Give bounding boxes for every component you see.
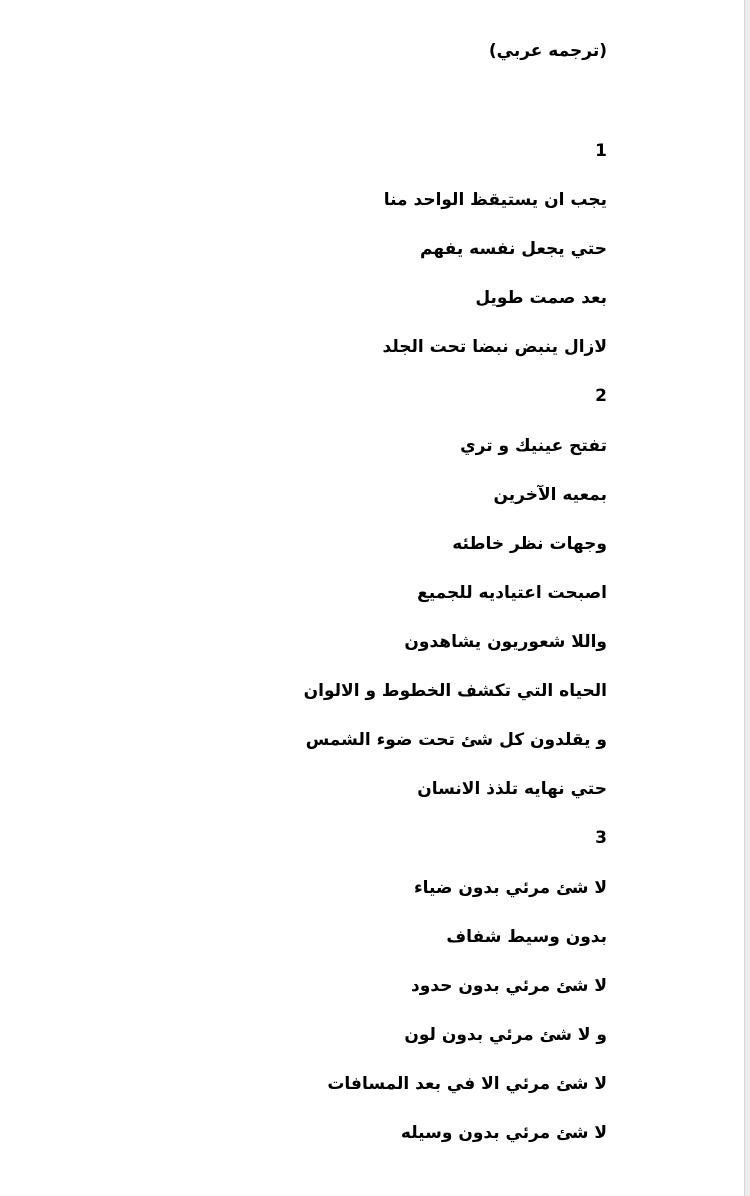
- poem-line: الحياه التي تكشف الخطوط و الالوان: [303, 681, 607, 701]
- poem-line: و يقلدون كل شئ تحت ضوء الشمس: [305, 730, 607, 750]
- poem-line: لازال ينبض نبضا تحت الجلد: [382, 337, 607, 357]
- poem-line: بمعيه الآخرين: [493, 485, 607, 505]
- poem-line: حتي يجعل نفسه يفهم: [420, 239, 607, 259]
- poem-line: اصبحت اعتياديه للجميع: [417, 583, 607, 603]
- section-number-1: 1: [595, 141, 607, 161]
- poem-line: لا شئ مرئي بدون حدود: [411, 976, 607, 996]
- poem-line: واللا شعوريون يشاهدون: [404, 632, 607, 652]
- poem-line: لا شئ مرئي بدون وسيله: [400, 1123, 607, 1143]
- poem-line: حتي نهايه تلذذ الانسان: [417, 779, 607, 799]
- poem-line: لا شئ مرئي الا في بعد المسافات: [327, 1074, 607, 1094]
- section-number-2: 2: [595, 386, 607, 406]
- section-number-3: 3: [595, 828, 607, 848]
- poem-line: وجهات نظر خاطئه: [452, 534, 607, 554]
- document-title: (ترجمه عربي): [488, 41, 607, 61]
- page-edge: [744, 0, 750, 1196]
- poem-line: يجب ان يستيقظ الواحد منا: [383, 190, 607, 210]
- poem-line: و لا شئ مرئي بدون لون: [404, 1025, 607, 1045]
- poem-line: تفتح عينيك و تري: [460, 436, 607, 456]
- poem-line: بعد صمت طويل: [475, 288, 607, 308]
- poem-line: لا شئ مرئي بدون ضياء: [413, 878, 607, 898]
- poem-line: بدون وسيط شفاف: [446, 927, 607, 947]
